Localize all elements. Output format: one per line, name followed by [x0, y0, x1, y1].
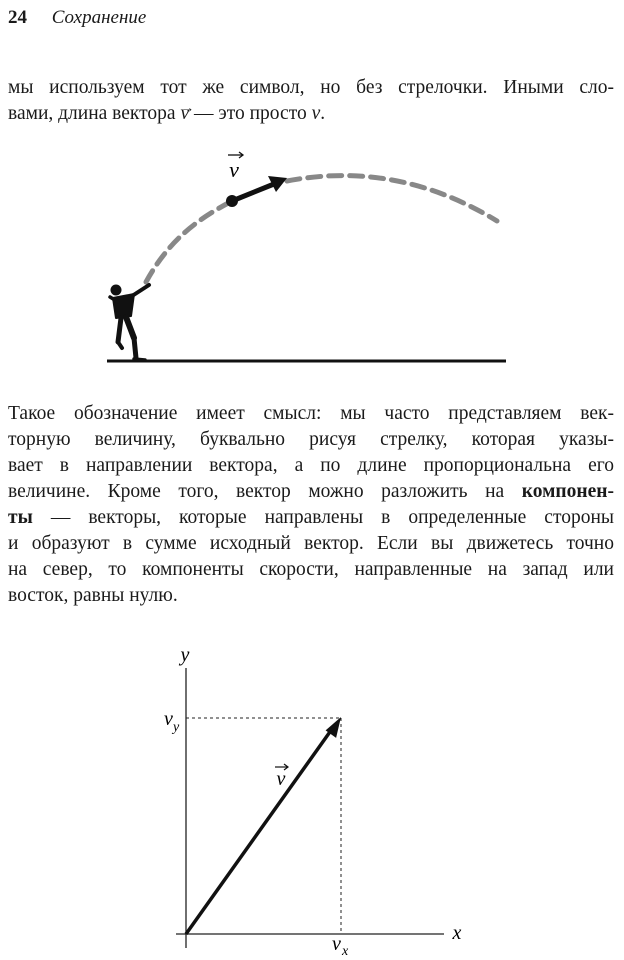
vector-label: v: [276, 768, 286, 790]
variable-v: v: [311, 103, 321, 124]
x-axis-label: x: [452, 922, 462, 944]
vector-shaft: [186, 729, 332, 934]
thrower-silhouette-icon: [110, 285, 149, 361]
text-segment: — это просто: [189, 103, 312, 124]
paragraph-2-line: [8, 479, 614, 505]
paragraph-2: [8, 401, 614, 609]
paragraph-1: [8, 75, 614, 127]
paragraph-1-line-1: мы используем тот же символ, но без стрелочки. Иными сло-: [8, 77, 614, 98]
paragraph-2-line: [8, 505, 614, 531]
text-segment: — векторы, которые направлены в определенные стороны: [32, 507, 614, 528]
page-number: 24: [8, 7, 27, 28]
paragraph-2-line: Такое обозначение имеет смысл: мы часто представляем век-: [8, 403, 614, 424]
vy-subscript: y: [173, 720, 180, 735]
text-segment: вами, длина вектора: [8, 103, 181, 124]
page-header: [8, 4, 146, 32]
paragraph-2-line: восток, равны нулю.: [8, 585, 178, 606]
paragraph-2-line: на север, то компоненты скорости, направленные на запад или: [8, 559, 614, 580]
trajectory-figure: [0, 140, 624, 380]
vector-components-figure: [0, 630, 624, 960]
trajectory-path-upper: [287, 176, 497, 221]
paragraph-1-line-2: [8, 101, 614, 127]
chapter-title: Сохранение: [51, 7, 147, 28]
text-segment: .: [320, 103, 326, 124]
text-segment: величине. Кроме того, вектор можно разложить на: [8, 481, 522, 502]
vx-subscript: x: [342, 944, 349, 959]
velocity-vector-shaft: [232, 184, 274, 201]
bold-term: ты: [8, 507, 33, 528]
paragraph-2-line: торную величину, буквально рисуя стрелку, которая указы-: [8, 429, 614, 450]
y-axis-label: y: [180, 644, 190, 666]
bold-term: компонен-: [521, 481, 614, 502]
trajectory-path-lower: [146, 201, 232, 282]
paragraph-2-line: вает в направлении вектора, а по длине пропорциональна его: [8, 455, 614, 476]
velocity-label: v: [229, 157, 239, 182]
vx-label: v: [332, 933, 341, 955]
vy-label: v: [164, 708, 173, 730]
paragraph-2-line: и образуют в сумме исходный вектор. Если вы движетесь точно: [8, 533, 614, 554]
vector-symbol: → v: [180, 103, 189, 124]
